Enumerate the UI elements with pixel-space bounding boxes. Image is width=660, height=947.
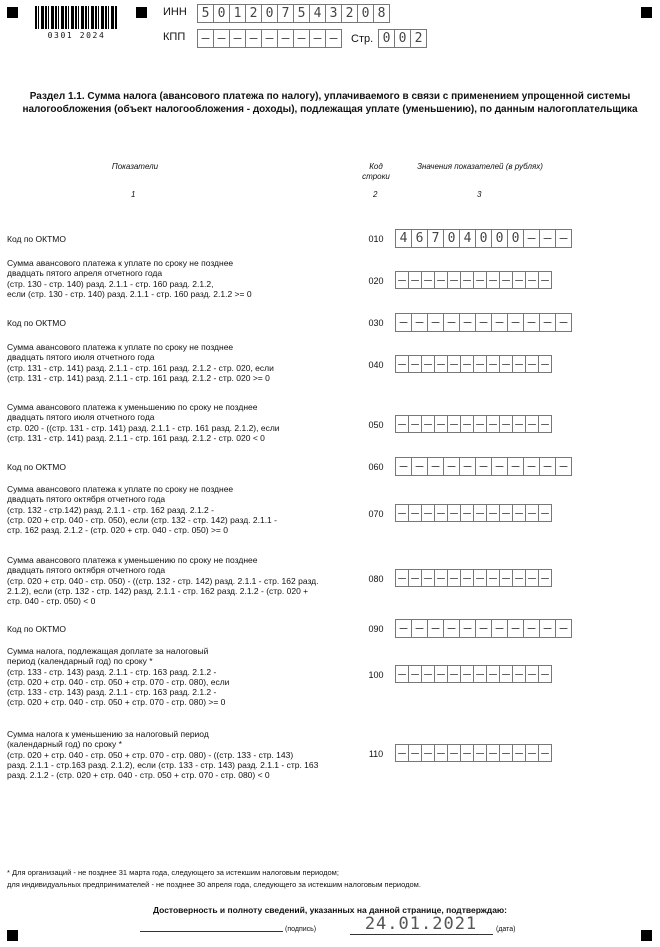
digit-cell[interactable]: 2 [245, 4, 262, 23]
digit-cell[interactable]: – [539, 457, 556, 476]
digit-cell[interactable]: – [408, 355, 422, 373]
digit-cell[interactable]: – [460, 504, 474, 522]
signature-caption: (подпись) [285, 926, 317, 933]
digit-cell[interactable]: 0 [491, 229, 508, 248]
digit-cell[interactable]: – [421, 355, 435, 373]
row-label: Сумма налога, подлежащая доплате за налоговый период (календарный год) по сроку * (стр. 133 - стр. 143) разд. 2.1.1 - стр. 163 разд. 2.1.2 - (стр. 020 + стр. 040 - стр. 050 + стр. 070 - стр. 080), если (стр. 133 - стр. 143) разд. 2.1.1 - стр. 163 разд. 2.1.2 - (стр. 020 + стр. 040 - стр. 050 + стр. 070 - стр. 080) >= 0 [7, 646, 230, 708]
digit-cell[interactable]: 0 [213, 4, 230, 23]
date-caption: (дата) [496, 926, 516, 933]
digit-cell[interactable]: – [538, 744, 552, 762]
digit-cell[interactable]: – [512, 271, 526, 289]
digit-cell[interactable]: – [507, 619, 524, 638]
row-label: Сумма авансового платежа к уменьшению по сроку не позднее двадцать пятого июля отчетного года стр. 020 - ((стр. 131 - стр. 141) разд. 2.1.1 - стр. 161 разд. 2.1.2), если (стр. 131 - стр. 141) разд. 2.1.1 - стр. 161 разд. 2.1.2 - стр. 020 < 0 [7, 402, 280, 443]
digit-cell[interactable]: – [261, 29, 278, 48]
digit-cell[interactable]: 6 [411, 229, 428, 248]
digit-cell[interactable]: 7 [427, 229, 444, 248]
corner-marker-bottom-left [7, 930, 18, 941]
digit-cell[interactable]: – [486, 271, 500, 289]
digit-cell[interactable]: – [395, 569, 409, 587]
digit-cell[interactable]: – [408, 744, 422, 762]
digit-cell[interactable]: – [309, 29, 326, 48]
digit-cell[interactable]: – [525, 569, 539, 587]
digit-cell[interactable]: – [499, 271, 513, 289]
digit-cell[interactable]: – [395, 744, 409, 762]
digit-cell[interactable]: – [523, 457, 540, 476]
digit-cell[interactable]: – [434, 271, 448, 289]
digit-cell[interactable]: – [555, 229, 572, 248]
digit-cell[interactable]: – [434, 744, 448, 762]
digit-cell[interactable]: – [408, 415, 422, 433]
corner-marker-top-left [7, 7, 18, 18]
amount-field[interactable] [395, 744, 551, 762]
digit-cell[interactable]: – [491, 457, 508, 476]
digit-cell[interactable]: – [475, 619, 492, 638]
digit-cell[interactable]: 8 [373, 4, 390, 23]
digit-cell[interactable]: – [443, 619, 460, 638]
digit-cell[interactable]: – [473, 271, 487, 289]
amount-field[interactable] [395, 665, 551, 683]
digit-cell[interactable]: – [408, 504, 422, 522]
column-number-1: 1 [131, 190, 136, 199]
digit-cell[interactable]: – [525, 355, 539, 373]
digit-cell[interactable]: – [512, 569, 526, 587]
digit-cell[interactable]: – [459, 619, 476, 638]
digit-cell[interactable]: – [460, 744, 474, 762]
digit-cell[interactable]: – [459, 313, 476, 332]
digit-cell[interactable]: – [499, 415, 513, 433]
digit-cell[interactable]: – [491, 619, 508, 638]
digit-cell[interactable]: – [411, 313, 428, 332]
digit-cell[interactable]: – [293, 29, 310, 48]
oktmo-field[interactable] [395, 229, 571, 248]
digit-cell[interactable]: – [538, 271, 552, 289]
digit-cell[interactable]: – [507, 457, 524, 476]
corner-marker-top-right [641, 7, 652, 18]
digit-cell[interactable]: – [512, 415, 526, 433]
row-code: 030 [368, 318, 384, 328]
digit-cell[interactable]: – [525, 271, 539, 289]
digit-cell[interactable]: 2 [341, 4, 358, 23]
digit-cell[interactable]: – [460, 355, 474, 373]
digit-cell[interactable]: – [408, 665, 422, 683]
digit-cell[interactable]: – [475, 313, 492, 332]
digit-cell[interactable]: – [473, 415, 487, 433]
digit-cell[interactable]: – [538, 665, 552, 683]
digit-cell[interactable]: – [447, 665, 461, 683]
page-label: Стр. [351, 33, 374, 45]
digit-cell[interactable]: – [213, 29, 230, 48]
digit-cell[interactable]: – [486, 744, 500, 762]
digit-cell[interactable]: 0 [261, 4, 278, 23]
digit-cell[interactable]: 3 [325, 4, 342, 23]
inn-label: ИНН [163, 6, 187, 18]
inn-field[interactable] [197, 4, 389, 23]
row-label: Код по ОКТМО [7, 462, 66, 472]
amount-field[interactable] [395, 569, 551, 587]
digit-cell[interactable]: 4 [395, 229, 412, 248]
row-label: Сумма авансового платежа к уплате по сроку не позднее двадцать пятого июля отчетного года (стр. 131 - стр. 141) разд. 2.1.1 - стр. 161 разд. 2.1.2 - стр. 020, если (стр. 131 - стр. 141) разд. 2.1.1 - стр. 161 разд. 2.1.2 - стр. 020 >= 0 [7, 342, 274, 383]
digit-cell[interactable]: – [421, 271, 435, 289]
oktmo-field[interactable] [395, 619, 571, 638]
digit-cell[interactable]: – [486, 355, 500, 373]
amount-field[interactable] [395, 415, 551, 433]
digit-cell[interactable]: – [512, 744, 526, 762]
column-number-2: 2 [373, 190, 378, 199]
digit-cell[interactable]: – [473, 504, 487, 522]
digit-cell[interactable]: 7 [277, 4, 294, 23]
digit-cell[interactable]: – [395, 313, 412, 332]
digit-cell[interactable]: – [395, 504, 409, 522]
row-label: Код по ОКТМО [7, 624, 66, 634]
digit-cell[interactable]: – [525, 504, 539, 522]
digit-cell[interactable]: – [443, 313, 460, 332]
row-code: 110 [368, 749, 384, 759]
digit-cell[interactable]: – [421, 569, 435, 587]
digit-cell[interactable]: – [507, 313, 524, 332]
row-label: Сумма налога к уменьшению за налоговый период (календарный год) по сроку * (стр. 020 + стр. 040 - стр. 050 + стр. 070 - стр. 080) - ((стр. 133 - стр. 143) разд. 2.1.1 - стр.163 разд. 2.1.2), если (стр. 133 - стр. 143) разд. 2.1.1 - стр. 163 разд. 2.1.2 - (стр. 020 + стр. 040 - стр. 050 + стр. 070 - стр. 080) < 0 [7, 729, 319, 781]
digit-cell[interactable]: – [499, 355, 513, 373]
oktmo-field[interactable] [395, 457, 571, 476]
digit-cell[interactable]: – [245, 29, 262, 48]
row-code: 060 [368, 462, 384, 472]
digit-cell[interactable]: – [447, 504, 461, 522]
digit-cell[interactable]: – [460, 271, 474, 289]
row-code: 090 [368, 624, 384, 634]
row-code: 070 [368, 509, 384, 519]
digit-cell[interactable]: – [525, 665, 539, 683]
digit-cell[interactable]: – [443, 457, 460, 476]
digit-cell[interactable]: – [434, 355, 448, 373]
digit-cell[interactable]: – [523, 619, 540, 638]
corner-marker-top-mid [136, 7, 147, 18]
digit-cell[interactable]: – [427, 313, 444, 332]
digit-cell[interactable]: 0 [443, 229, 460, 248]
digit-cell[interactable]: – [491, 313, 508, 332]
row-code: 020 [368, 276, 384, 286]
digit-cell[interactable]: – [555, 457, 572, 476]
digit-cell[interactable]: – [538, 504, 552, 522]
digit-cell[interactable]: – [473, 665, 487, 683]
digit-cell[interactable]: – [555, 619, 572, 638]
digit-cell[interactable]: – [499, 504, 513, 522]
digit-cell[interactable]: 4 [459, 229, 476, 248]
digit-cell[interactable]: – [277, 29, 294, 48]
digit-cell[interactable]: 5 [197, 4, 214, 23]
row-label: Сумма авансового платежа к уплате по сроку не позднее двадцать пятого октября отчетного года (стр. 132 - стр.142) разд. 2.1.1 - стр. 162 разд. 2.1.2 - (стр. 020 + стр. 040 - стр. 050), если (стр. 132 - стр. 142) разд. 2.1.1 - стр. 162 разд. 2.1.2 - (стр. 020 + стр. 040 - стр. 050) >= 0 [7, 484, 277, 536]
digit-cell[interactable]: – [460, 415, 474, 433]
corner-marker-bottom-right [641, 930, 652, 941]
amount-field[interactable] [395, 355, 551, 373]
digit-cell[interactable]: – [539, 229, 556, 248]
digit-cell[interactable]: 4 [309, 4, 326, 23]
digit-cell[interactable]: – [473, 744, 487, 762]
digit-cell[interactable]: 0 [507, 229, 524, 248]
digit-cell[interactable]: – [421, 415, 435, 433]
digit-cell[interactable]: – [395, 355, 409, 373]
digit-cell[interactable]: – [539, 313, 556, 332]
digit-cell[interactable]: – [460, 569, 474, 587]
column-header-code: Код строки [362, 162, 390, 181]
digit-cell[interactable]: – [486, 569, 500, 587]
digit-cell[interactable]: – [421, 665, 435, 683]
digit-cell[interactable]: – [447, 355, 461, 373]
digit-cell[interactable]: – [512, 504, 526, 522]
signature-line[interactable] [140, 931, 283, 932]
digit-cell[interactable]: – [512, 355, 526, 373]
digit-cell[interactable]: – [395, 457, 412, 476]
column-header-indicators: Показатели [111, 162, 159, 171]
column-number-3: 3 [477, 190, 482, 199]
section-title: Раздел 1.1. Сумма налога (авансового платежа по налогу), уплачиваемого в связи с применением упрощенной системы налогообложения (объект налогообложения - доходы), подлежащая уплате (уменьшению), по данным налогоплательщика [22, 91, 638, 115]
digit-cell[interactable]: – [395, 665, 409, 683]
barcode-number: 0301 2024 [47, 31, 106, 40]
digit-cell[interactable]: – [473, 355, 487, 373]
row-label: Код по ОКТМО [7, 234, 66, 244]
digit-cell[interactable]: – [475, 457, 492, 476]
digit-cell[interactable]: – [434, 504, 448, 522]
digit-cell[interactable]: – [447, 744, 461, 762]
digit-cell[interactable]: – [523, 313, 540, 332]
digit-cell[interactable]: – [434, 569, 448, 587]
digit-cell[interactable]: – [473, 569, 487, 587]
digit-cell[interactable]: – [421, 504, 435, 522]
digit-cell[interactable]: 0 [378, 29, 395, 48]
row-code: 050 [368, 420, 384, 430]
amount-field[interactable] [395, 504, 551, 522]
digit-cell[interactable]: – [499, 569, 513, 587]
digit-cell[interactable]: – [395, 619, 412, 638]
row-label: Код по ОКТМО [7, 318, 66, 328]
date-line [350, 934, 493, 935]
digit-cell[interactable]: – [447, 271, 461, 289]
row-label: Сумма авансового платежа к уменьшению по сроку не позднее двадцать пятого октября отчетного года (стр. 020 + стр. 040 - стр. 050) - ((стр. 132 - стр. 142) разд. 2.1.1 - стр. 162 разд. 2.1.2), если (стр. 132 - стр. 142) разд. 2.1.1 - стр. 162 разд. 2.1.2 - (стр. 020 + стр. 040 - стр. 050) < 0 [7, 555, 319, 607]
digit-cell[interactable]: – [486, 504, 500, 522]
digit-cell[interactable]: – [447, 415, 461, 433]
page-number-field[interactable] [378, 29, 426, 48]
digit-cell[interactable]: – [447, 569, 461, 587]
digit-cell[interactable]: – [499, 665, 513, 683]
row-code: 100 [368, 670, 384, 680]
digit-cell[interactable]: – [229, 29, 246, 48]
digit-cell[interactable]: 0 [475, 229, 492, 248]
digit-cell[interactable]: – [539, 619, 556, 638]
digit-cell[interactable]: – [555, 313, 572, 332]
digit-cell[interactable]: – [408, 271, 422, 289]
digit-cell[interactable]: – [411, 457, 428, 476]
digit-cell[interactable]: – [460, 665, 474, 683]
digit-cell[interactable]: 0 [394, 29, 411, 48]
digit-cell[interactable]: – [421, 744, 435, 762]
row-code: 080 [368, 574, 384, 584]
digit-cell[interactable]: – [395, 271, 409, 289]
digit-cell[interactable]: – [486, 415, 500, 433]
digit-cell[interactable]: – [538, 569, 552, 587]
footnote: * Для организаций - не позднее 31 марта года, следующего за истекшим налоговым периодом; для индивидуальных предпринимателей - не позднее 30 апреля года, следующего за истекшим налоговым периодом. [7, 868, 421, 889]
kpp-label: КПП [163, 31, 186, 43]
digit-cell[interactable]: – [325, 29, 342, 48]
digit-cell[interactable]: – [434, 665, 448, 683]
digit-cell[interactable]: 5 [293, 4, 310, 23]
oktmo-field[interactable] [395, 313, 571, 332]
digit-cell[interactable]: – [525, 744, 539, 762]
digit-cell[interactable]: – [197, 29, 214, 48]
row-code: 010 [368, 234, 384, 244]
digit-cell[interactable]: – [459, 457, 476, 476]
row-code: 040 [368, 360, 384, 370]
digit-cell[interactable]: – [411, 619, 428, 638]
digit-cell[interactable]: – [395, 415, 409, 433]
digit-cell[interactable]: – [512, 665, 526, 683]
digit-cell[interactable]: – [408, 569, 422, 587]
date-value[interactable]: 24.01.2021 [364, 914, 478, 934]
digit-cell[interactable]: 2 [410, 29, 427, 48]
digit-cell[interactable]: 1 [229, 4, 246, 23]
digit-cell[interactable]: – [538, 415, 552, 433]
digit-cell[interactable]: – [427, 457, 444, 476]
confirmation-text: Достоверность и полноту сведений, указанных на данной странице, подтверждаю: [152, 905, 508, 915]
kpp-field[interactable] [197, 29, 341, 48]
column-header-values: Значения показателей (в рублях) [417, 162, 543, 171]
row-label: Сумма авансового платежа к уплате по сроку не позднее двадцать пятого апреля отчетного года (стр. 130 - стр. 140) разд. 2.1.1 - стр. 160 разд. 2.1.2, если (стр. 130 - стр. 140) разд. 2.1.1 - стр. 160 разд. 2.1.2 >= 0 [7, 258, 252, 299]
digit-cell[interactable]: – [499, 744, 513, 762]
barcode [35, 6, 118, 29]
digit-cell[interactable]: – [525, 415, 539, 433]
digit-cell[interactable]: – [434, 415, 448, 433]
digit-cell[interactable]: – [486, 665, 500, 683]
digit-cell[interactable]: – [538, 355, 552, 373]
digit-cell[interactable]: – [523, 229, 540, 248]
amount-field[interactable] [395, 271, 551, 289]
digit-cell[interactable]: – [427, 619, 444, 638]
digit-cell[interactable]: 0 [357, 4, 374, 23]
